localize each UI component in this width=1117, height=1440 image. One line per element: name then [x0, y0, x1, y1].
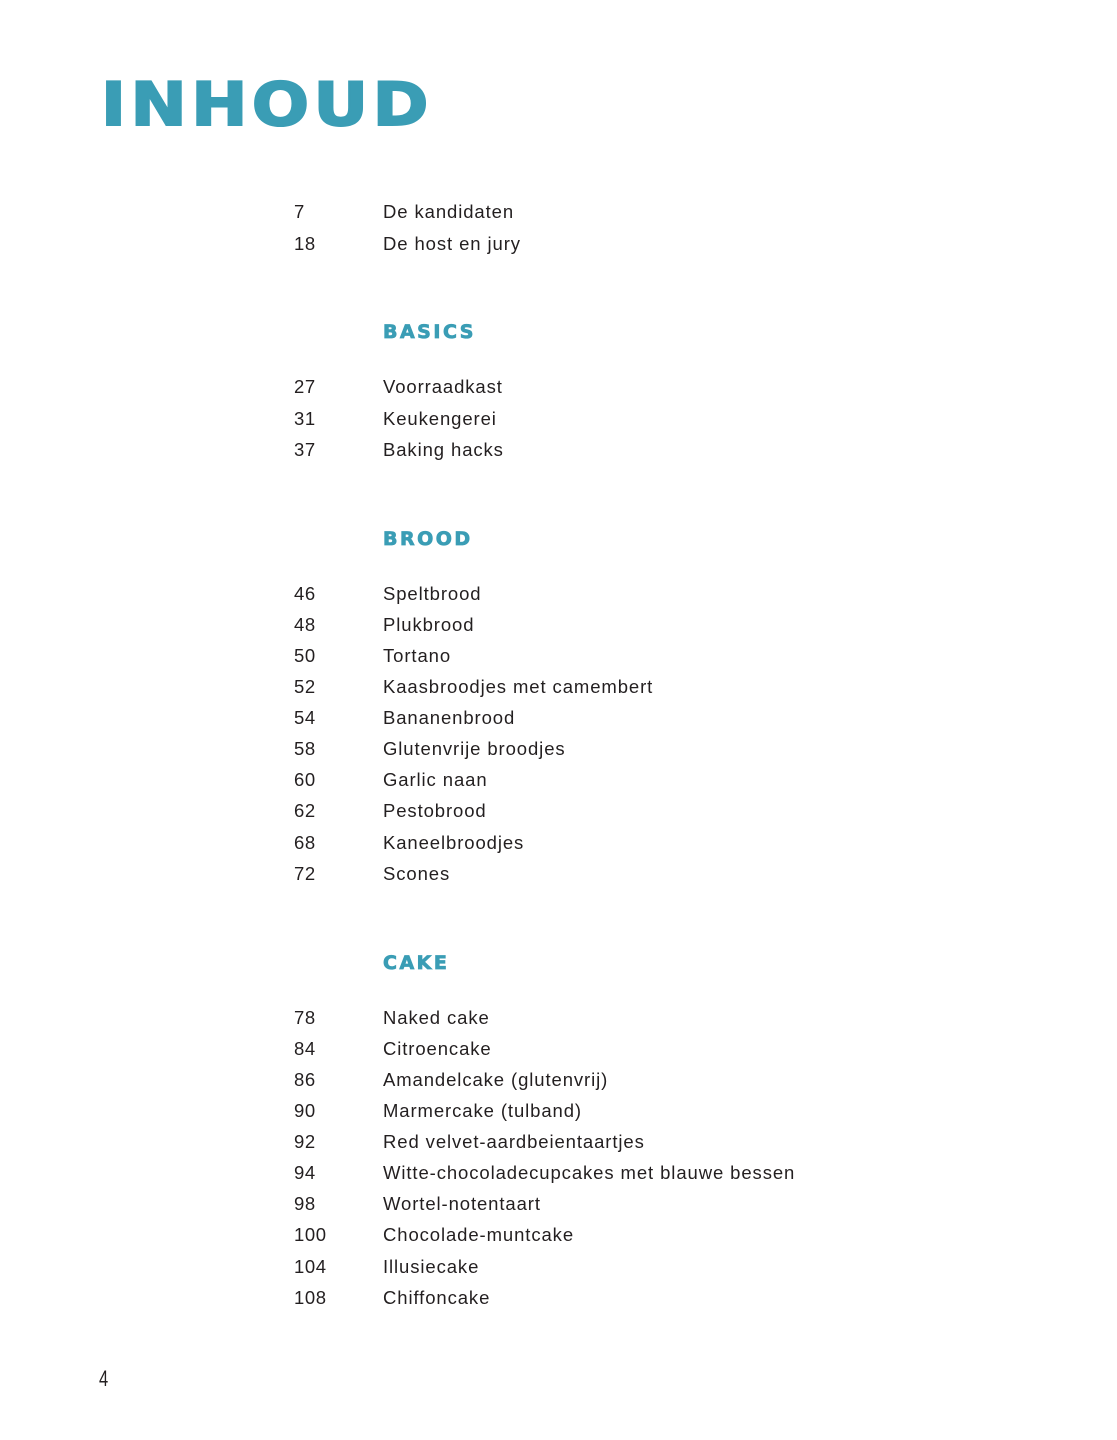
toc-entry-label: Scones: [383, 863, 451, 884]
toc-page-number: 104: [294, 1256, 327, 1277]
toc-entry[interactable]: [0, 407, 1117, 431]
toc-entry[interactable]: [0, 1099, 1117, 1123]
toc-entry-label: Bananenbrood: [383, 707, 516, 728]
toc-entry-label: Speltbrood: [383, 583, 482, 604]
toc-entry[interactable]: [0, 1223, 1117, 1247]
toc-entry[interactable]: [0, 1192, 1117, 1216]
folio-page-number: 4: [99, 1366, 109, 1391]
toc-entry-label: Naked cake: [383, 1007, 490, 1028]
toc-entry-label: Amandelcake (glutenvrij): [383, 1069, 609, 1090]
toc-entry-label: Voorraadkast: [383, 376, 503, 397]
toc-entry[interactable]: [0, 375, 1117, 399]
toc-entry[interactable]: [0, 1255, 1117, 1279]
toc-page-number: 54: [294, 707, 316, 728]
toc-page-number: 50: [294, 645, 316, 666]
page-title: INHOUD: [101, 70, 433, 140]
toc-page-number: 31: [294, 408, 316, 429]
toc-page-number: 98: [294, 1193, 316, 1214]
toc-page-number: 18: [294, 233, 316, 254]
toc-entry-label: De host en jury: [383, 233, 521, 254]
toc-entry-label: Plukbrood: [383, 614, 475, 635]
toc-entry[interactable]: [0, 1006, 1117, 1030]
toc-entry[interactable]: [0, 1161, 1117, 1185]
toc-entry-label: De kandidaten: [383, 201, 515, 222]
section-heading-brood: BROOD: [383, 528, 473, 550]
toc-entry-label: Tortano: [383, 645, 452, 666]
toc-entry[interactable]: [0, 799, 1117, 823]
toc-entry-label: Wortel-notentaart: [383, 1193, 541, 1214]
toc-entry-label: Garlic naan: [383, 769, 488, 790]
section-heading-cake: CAKE: [383, 952, 450, 974]
toc-entry[interactable]: [0, 582, 1117, 606]
toc-entry-label: Witte-chocoladecupcakes met blauwe bessen: [383, 1162, 796, 1183]
toc-page-number: 27: [294, 376, 316, 397]
toc-entry[interactable]: [0, 613, 1117, 637]
toc-entry-label: Chiffoncake: [383, 1287, 491, 1308]
toc-page-number: 68: [294, 832, 316, 853]
toc-entry[interactable]: [0, 831, 1117, 855]
toc-entry[interactable]: [0, 232, 1117, 256]
toc-page-number: 84: [294, 1038, 316, 1059]
toc-page-number: 48: [294, 614, 316, 635]
toc-entry-label: Marmercake (tulband): [383, 1100, 582, 1121]
toc-entry-label: Red velvet-aardbeientaartjes: [383, 1131, 645, 1152]
toc-page-number: 90: [294, 1100, 316, 1121]
toc-page-number: 62: [294, 800, 316, 821]
toc-page-number: 37: [294, 439, 316, 460]
toc-entry[interactable]: [0, 1130, 1117, 1154]
toc-page-number: 108: [294, 1287, 327, 1308]
toc-page-number: 7: [294, 201, 305, 222]
toc-entry[interactable]: [0, 706, 1117, 730]
toc-page-number: 100: [294, 1224, 327, 1245]
toc-page-number: 86: [294, 1069, 316, 1090]
toc-entry-label: Keukengerei: [383, 408, 497, 429]
toc-page-number: 72: [294, 863, 316, 884]
toc-entry[interactable]: [0, 200, 1117, 224]
toc-entry[interactable]: [0, 644, 1117, 668]
toc-entry[interactable]: [0, 1037, 1117, 1061]
toc-entry-label: Baking hacks: [383, 439, 504, 460]
toc-entry[interactable]: [0, 438, 1117, 462]
toc-entry[interactable]: [0, 1068, 1117, 1092]
toc-page-number: 94: [294, 1162, 316, 1183]
toc-page-number: 92: [294, 1131, 316, 1152]
toc-entry-label: Citroencake: [383, 1038, 492, 1059]
toc-entry[interactable]: [0, 1286, 1117, 1310]
toc-entry-label: Chocolade-muntcake: [383, 1224, 575, 1245]
toc-entry-label: Pestobrood: [383, 800, 487, 821]
section-heading-basics: BASICS: [383, 321, 476, 343]
toc-entry-label: Kaasbroodjes met camembert: [383, 676, 654, 697]
toc-entry[interactable]: [0, 768, 1117, 792]
toc-page-number: 52: [294, 676, 316, 697]
toc-entry[interactable]: [0, 862, 1117, 886]
toc-page-number: 58: [294, 738, 316, 759]
toc-page-number: 60: [294, 769, 316, 790]
toc-entry[interactable]: [0, 737, 1117, 761]
toc-entry-label: Kaneelbroodjes: [383, 832, 525, 853]
toc-page-number: 78: [294, 1007, 316, 1028]
toc-entry-label: Illusiecake: [383, 1256, 480, 1277]
toc-entry[interactable]: [0, 675, 1117, 699]
toc-entry-label: Glutenvrije broodjes: [383, 738, 566, 759]
toc-page-number: 46: [294, 583, 316, 604]
